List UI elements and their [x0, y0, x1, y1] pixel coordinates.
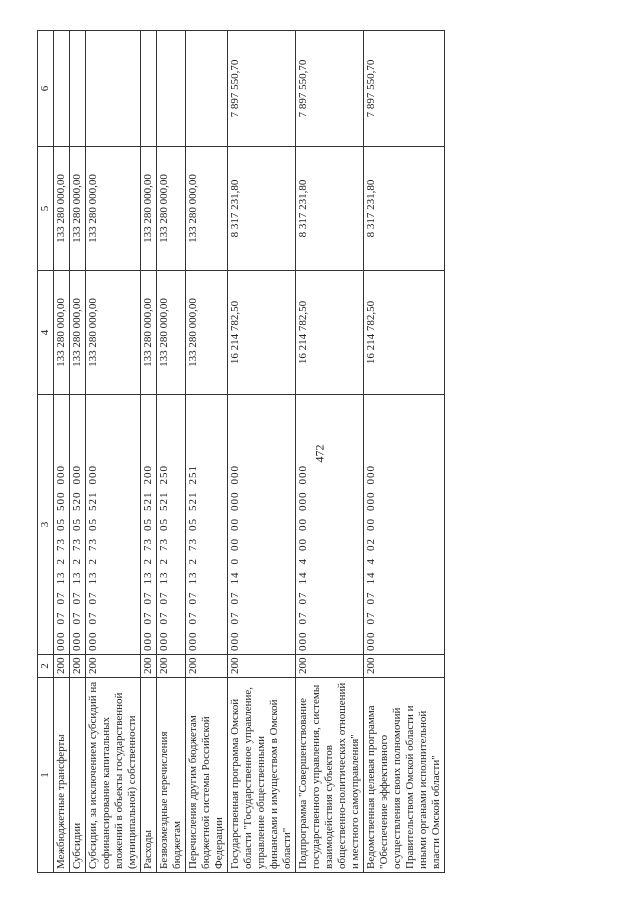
- row-name: Ведомственная целевая программа "Обеспечение эффективного осуществления своих полномочий Правительством Омской области и иными органами исполнительной власти Омской области": [364, 678, 445, 873]
- classification-part: 2: [71, 558, 83, 565]
- table-row: [141, 31, 157, 873]
- classification-part: 07: [297, 611, 309, 625]
- classification-part: 07: [55, 611, 67, 625]
- classification-part: 00: [229, 538, 241, 551]
- classification-part: 2: [87, 558, 99, 565]
- classification-part: 73: [71, 538, 83, 551]
- row-classification: [186, 395, 228, 655]
- classification-part: 000: [71, 631, 83, 651]
- classification-part: 73: [158, 538, 170, 551]
- row-name: Субсидии, за исключением субсидий на софинансирование капитальных вложений в объекты государственной (муниципальной) собственности: [86, 678, 141, 873]
- row-value-4: 133 280 000,00: [157, 271, 186, 395]
- row-name: Субсидии: [70, 678, 86, 873]
- classification-part: 07: [365, 611, 377, 625]
- row-value-6: [157, 31, 186, 147]
- classification-part: 4: [365, 558, 377, 565]
- classification-part: 000: [229, 465, 241, 485]
- classification-part: 13: [71, 571, 83, 585]
- classification-part: 00: [229, 518, 241, 531]
- row-value-6: [186, 31, 228, 147]
- column-header: 4: [38, 271, 54, 395]
- row-classification: [364, 395, 445, 655]
- table-row: [157, 31, 186, 873]
- classification-part: 000: [71, 465, 83, 485]
- table-row: [364, 31, 445, 873]
- classification-part: 00: [297, 538, 309, 551]
- classification-part: 07: [71, 611, 83, 625]
- row-value-5: 133 280 000,00: [54, 147, 70, 271]
- classification-part: 73: [55, 538, 67, 551]
- classification-part: 2: [55, 558, 67, 565]
- table-row: [70, 31, 86, 873]
- row-code: 200: [157, 655, 186, 678]
- classification-part: 000: [158, 631, 170, 651]
- classification-part: 14: [365, 571, 377, 585]
- classification-part: 521: [187, 491, 199, 511]
- classification-part: 00: [365, 518, 377, 531]
- column-header: 1: [38, 678, 54, 873]
- classification-part: 13: [87, 571, 99, 585]
- row-classification: [296, 395, 364, 655]
- row-value-4: 133 280 000,00: [54, 271, 70, 395]
- classification-part: 000: [87, 631, 99, 651]
- table-row: [296, 31, 364, 873]
- classification-part: 73: [142, 538, 154, 551]
- row-value-4: 133 280 000,00: [141, 271, 157, 395]
- classification-part: 07: [187, 591, 199, 605]
- row-classification: [70, 395, 86, 655]
- table-row: [186, 31, 228, 873]
- row-value-5: 8 317 231,80: [228, 147, 296, 271]
- classification-part: 13: [55, 571, 67, 585]
- table-row: [86, 31, 141, 873]
- row-classification: [228, 395, 296, 655]
- row-value-6: [141, 31, 157, 147]
- row-value-4: 133 280 000,00: [86, 271, 141, 395]
- row-classification: [157, 395, 186, 655]
- classification-part: 0: [229, 558, 241, 565]
- classification-part: 000: [142, 631, 154, 651]
- row-code: 200: [70, 655, 86, 678]
- table-row: [54, 31, 70, 873]
- classification-part: 000: [297, 631, 309, 651]
- classification-part: 05: [71, 518, 83, 531]
- classification-part: 07: [142, 591, 154, 605]
- row-value-4: 133 280 000,00: [70, 271, 86, 395]
- classification-part: 251: [187, 465, 199, 485]
- classification-part: 000: [187, 631, 199, 651]
- row-value-6: 7 897 550,70: [228, 31, 296, 147]
- classification-part: 07: [55, 591, 67, 605]
- classification-part: 000: [87, 465, 99, 485]
- classification-part: 000: [229, 631, 241, 651]
- classification-part: 07: [158, 611, 170, 625]
- classification-part: 521: [158, 491, 170, 511]
- header-row: [38, 31, 54, 873]
- classification-part: 07: [187, 611, 199, 625]
- classification-part: 2: [187, 558, 199, 565]
- classification-part: 2: [142, 558, 154, 565]
- row-value-4: 16 214 782,50: [228, 271, 296, 395]
- row-classification: [141, 395, 157, 655]
- classification-part: 000: [365, 491, 377, 511]
- classification-part: 200: [142, 465, 154, 485]
- classification-part: 05: [187, 518, 199, 531]
- column-header: 5: [38, 147, 54, 271]
- classification-part: 14: [229, 571, 241, 585]
- column-header: 3: [38, 395, 54, 655]
- classification-part: 000: [297, 491, 309, 511]
- classification-part: 13: [142, 571, 154, 585]
- classification-part: 000: [297, 465, 309, 485]
- row-value-6: [86, 31, 141, 147]
- row-classification: [86, 395, 141, 655]
- classification-part: 500: [55, 491, 67, 511]
- row-value-4: 133 280 000,00: [186, 271, 228, 395]
- rotated-page: [37, 31, 603, 873]
- classification-part: 521: [87, 491, 99, 511]
- classification-part: 00: [297, 518, 309, 531]
- classification-part: 07: [297, 591, 309, 605]
- row-code: 200: [364, 655, 445, 678]
- classification-part: 07: [71, 591, 83, 605]
- classification-part: 05: [55, 518, 67, 531]
- row-code: 200: [86, 655, 141, 678]
- classification-part: 02: [365, 538, 377, 551]
- budget-table: [37, 30, 445, 873]
- row-value-5: 133 280 000,00: [70, 147, 86, 271]
- classification-part: 73: [87, 538, 99, 551]
- classification-part: 07: [87, 591, 99, 605]
- row-value-5: 8 317 231,80: [296, 147, 364, 271]
- row-value-5: 133 280 000,00: [157, 147, 186, 271]
- classification-part: 250: [158, 465, 170, 485]
- column-header: 2: [38, 655, 54, 678]
- classification-part: 000: [55, 465, 67, 485]
- row-name: Межбюджетные трансферты: [54, 678, 70, 873]
- table-row: [228, 31, 296, 873]
- classification-part: 521: [142, 491, 154, 511]
- row-value-5: 133 280 000,00: [186, 147, 228, 271]
- row-code: 200: [228, 655, 296, 678]
- classification-part: 000: [365, 631, 377, 651]
- column-header: 6: [38, 31, 54, 147]
- classification-part: 000: [229, 491, 241, 511]
- row-name: Безвозмездные перечисления бюджетам: [157, 678, 186, 873]
- table-body: [54, 31, 445, 873]
- classification-part: 2: [158, 558, 170, 565]
- classification-part: 07: [229, 611, 241, 625]
- row-value-5: 8 317 231,80: [364, 147, 445, 271]
- row-value-6: [54, 31, 70, 147]
- row-value-5: 133 280 000,00: [86, 147, 141, 271]
- classification-part: 13: [158, 571, 170, 585]
- row-value-6: [70, 31, 86, 147]
- classification-part: 4: [297, 558, 309, 565]
- row-code: 200: [141, 655, 157, 678]
- classification-part: 07: [365, 591, 377, 605]
- classification-part: 07: [158, 591, 170, 605]
- row-value-4: 16 214 782,50: [296, 271, 364, 395]
- row-code: 200: [296, 655, 364, 678]
- classification-part: 07: [142, 611, 154, 625]
- classification-part: 07: [87, 611, 99, 625]
- row-name: Государственная программа Омской области "Государственное управление, управление общественными финансами и имуществом в Омской области": [228, 678, 296, 873]
- row-name: Подпрограмма "Совершенствование государственного управления, системы взаимодействия субъектов общественно-политических отношений и местного самоуправления": [296, 678, 364, 873]
- classification-part: 05: [87, 518, 99, 531]
- classification-part: 14: [297, 571, 309, 585]
- classification-part: 000: [365, 465, 377, 485]
- row-code: 200: [54, 655, 70, 678]
- row-value-6: 7 897 550,70: [364, 31, 445, 147]
- classification-part: 05: [142, 518, 154, 531]
- page-number: 472: [312, 444, 327, 463]
- classification-part: 13: [187, 571, 199, 585]
- classification-part: 07: [229, 591, 241, 605]
- row-name: Перечисления другим бюджетам бюджетной системы Российской Федерации: [186, 678, 228, 873]
- classification-part: 520: [71, 491, 83, 511]
- row-value-5: 133 280 000,00: [141, 147, 157, 271]
- row-code: 200: [186, 655, 228, 678]
- row-value-6: 7 897 550,70: [296, 31, 364, 147]
- row-name: Расходы: [141, 678, 157, 873]
- classification-part: 000: [55, 631, 67, 651]
- classification-part: 05: [158, 518, 170, 531]
- row-classification: [54, 395, 70, 655]
- classification-part: 73: [187, 538, 199, 551]
- row-value-4: 16 214 782,50: [364, 271, 445, 395]
